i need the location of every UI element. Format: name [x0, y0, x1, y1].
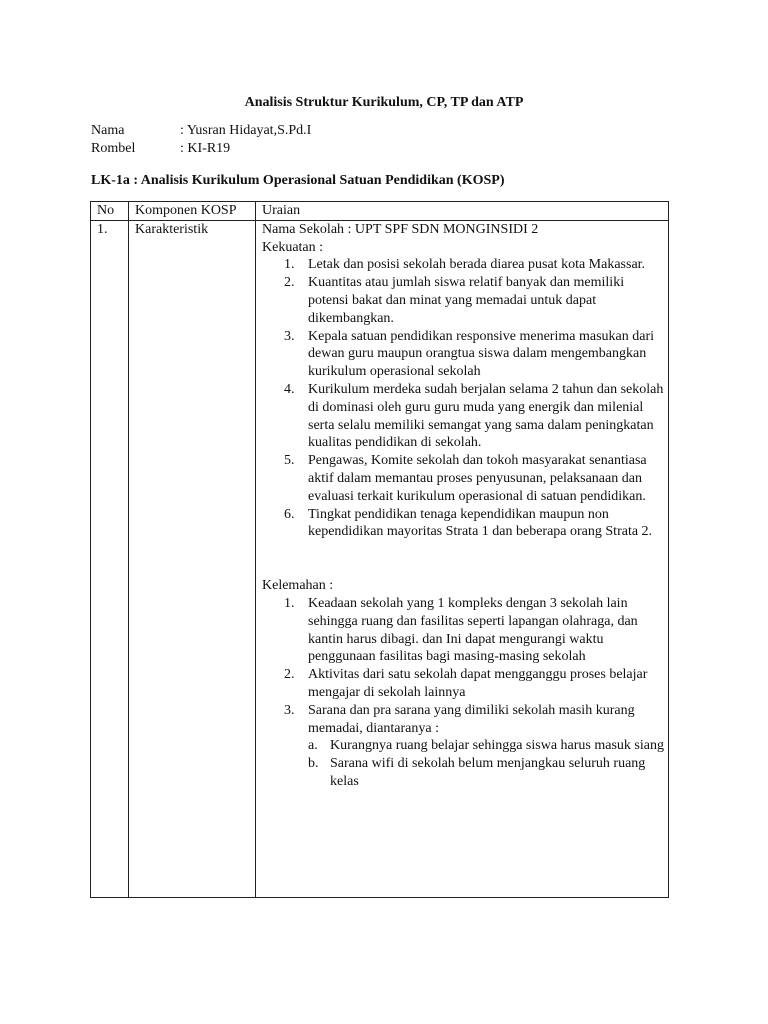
section-title: LK-1a : Analisis Kurikulum Operasional Satuan Pendidikan (KOSP) — [91, 173, 505, 188]
list-item-text: Kurangnya ruang belajar sehingga siswa harus masuk siang — [330, 738, 664, 754]
list-item-text: Aktivitas dari satu sekolah dapat mengganggu proses belajar mengajar di sekolah lainnya — [308, 667, 648, 700]
cell-no: 1. — [91, 220, 129, 897]
list-marker: 3. — [284, 702, 295, 718]
meta-value: : Yusran Hidayat,S.Pd.I — [180, 123, 312, 138]
list-marker: b. — [308, 756, 319, 772]
list-marker: 2. — [284, 667, 295, 683]
list-item-text: Pengawas, Komite sekolah dan tokoh masyarakat senantiasa aktif dalam memantau proses penyusunan, pelaksanaan dan evaluasi terkait kurikulum operasional di satuan pendidikan. — [308, 453, 647, 504]
header-description: Uraian — [256, 202, 669, 221]
list-item-text: Sarana wifi di sekolah belum menjangkau seluruh ruang kelas — [330, 756, 646, 789]
strengths-heading: Kekuatan : — [262, 239, 324, 255]
header-no: No — [91, 202, 129, 221]
list-item — [284, 274, 668, 327]
header-component: Komponen KOSP — [129, 202, 256, 221]
list-item — [308, 737, 668, 755]
spacer — [262, 541, 668, 577]
school-name: Nama Sekolah : UPT SPF SDN MONGINSIDI 2 — [262, 221, 539, 237]
meta-label: Rombel — [91, 141, 136, 156]
list-item-text: Kurikulum merdeka sudah berjalan selama 2 tahun dan sekolah di dominasi oleh guru guru muda yang energik dan milenial serta selalu memiliki semangat yang sama dalam peningkatan kualitas pendidikan di sekolah. — [308, 381, 664, 451]
list-marker: 2. — [284, 275, 295, 291]
list-marker: 4. — [284, 381, 295, 397]
list-item — [284, 666, 668, 702]
table-row — [91, 220, 669, 897]
page-title: Analisis Struktur Kurikulum, CP, TP dan ATP — [244, 95, 524, 110]
weaknesses-heading: Kelemahan : — [262, 578, 334, 594]
list-marker: 5. — [284, 453, 295, 469]
list-item-text: Keadaan sekolah yang 1 kompleks dengan 3 sekolah lain sehingga ruang dan fasilitas seperti lapangan olahraga, dan kantin harus dibagi. dan Ini dapat mengurangi waktu penggunaan fasilitas bagi masing-masing sekolah — [308, 595, 638, 665]
cell-component: Karakteristik — [129, 220, 256, 897]
weakness-sub-list — [308, 737, 668, 790]
list-item — [284, 256, 668, 274]
kosp-table — [90, 201, 669, 898]
list-item — [308, 755, 668, 791]
strengths-list — [262, 256, 668, 541]
list-item-text: Letak dan posisi sekolah berada diarea pusat kota Makassar. — [308, 257, 646, 273]
list-item-text: Kuantitas atau jumlah siswa relatif banyak dan memiliki potensi bakat dan minat yang memadai untuk dapat dikembangkan. — [308, 275, 625, 326]
table-header-row — [91, 202, 669, 221]
list-marker: 6. — [284, 506, 295, 522]
weaknesses-list — [262, 595, 668, 791]
list-item — [284, 328, 668, 381]
list-item-text: Sarana dan pra sarana yang dimiliki sekolah masih kurang memadai, diantaranya : — [308, 702, 635, 736]
meta-value: : KI-R19 — [180, 141, 231, 156]
list-item — [284, 452, 668, 505]
list-marker: 3. — [284, 328, 295, 344]
list-marker: 1. — [284, 595, 295, 611]
list-item — [284, 506, 668, 542]
meta-row-name — [91, 122, 311, 140]
list-item-text: Tingkat pendidikan tenaga kependidikan maupun non kependidikan mayoritas Strata 1 dan beberapa orang Strata 2. — [308, 506, 653, 540]
list-item — [284, 702, 668, 791]
meta-label: Nama — [91, 123, 125, 138]
cell-description — [256, 220, 669, 897]
list-item — [284, 381, 668, 452]
list-marker: a. — [308, 738, 318, 754]
list-marker: 1. — [284, 257, 295, 273]
list-item-text: Kepala satuan pendidikan responsive menerima masukan dari dewan guru maupun orangtua siswa dalam mengembangkan kurikulum operasional sekolah — [308, 328, 654, 380]
meta-row-rombel — [91, 140, 311, 158]
list-item — [284, 595, 668, 666]
meta-block — [91, 122, 311, 158]
